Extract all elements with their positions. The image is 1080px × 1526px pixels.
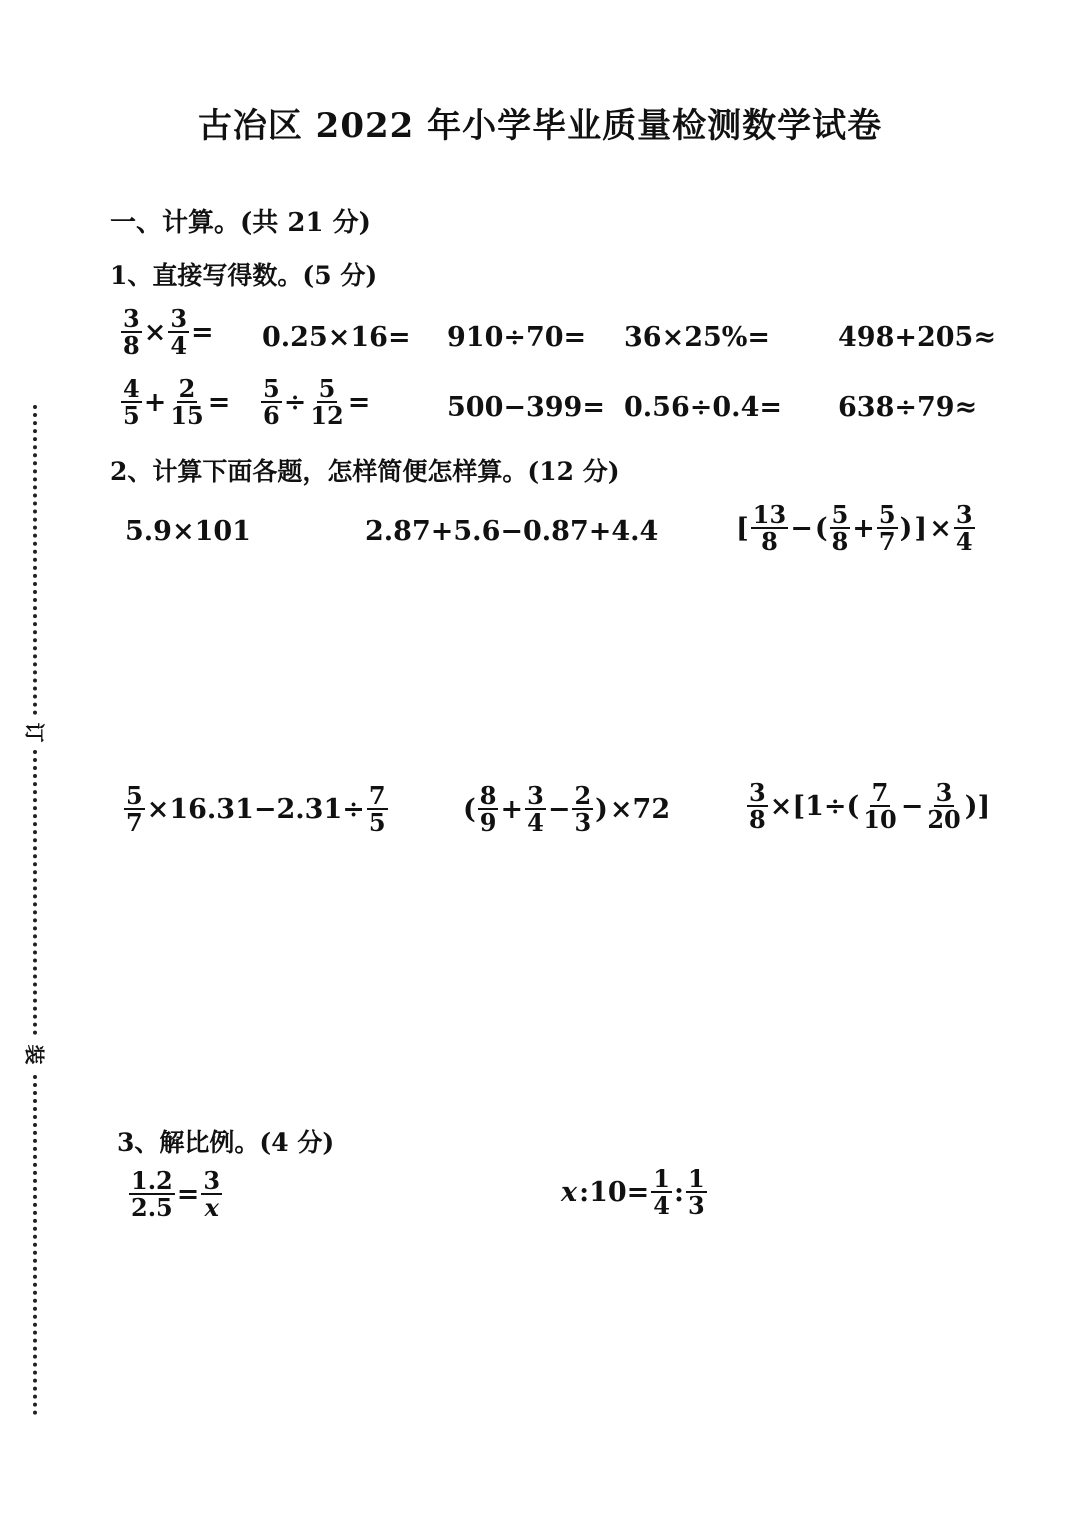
fraction: $\frac{7}{5}$ xyxy=(368,781,386,838)
q2-problem-1: 5.9×101 xyxy=(125,516,251,547)
fraction: $\frac{3}{8}$ xyxy=(749,778,766,835)
fraction: $\frac{8}{9}$ xyxy=(479,781,497,838)
fraction: $\frac{13}{8}$ xyxy=(752,500,787,557)
q2-problem-3: [ $\frac{13}{8}$ − ( $\frac{5}{8}$ + $\frac{5}{7}$ ) ] × $\frac{3}{4}$ xyxy=(736,500,973,557)
question-2-heading: 2、计算下面各题，怎样简便怎样算。(12 分) xyxy=(110,457,620,486)
binding-char-zhuang: 装 xyxy=(22,1044,47,1065)
q1-row1-item-d: 36×25%= xyxy=(624,322,771,353)
fraction: $\frac{3}{8}$ xyxy=(123,304,140,361)
binding-dotted-line-middle xyxy=(33,750,37,1035)
binding-dotted-line-bottom xyxy=(33,1075,37,1415)
fraction: $\frac{1}{3}$ xyxy=(687,1164,705,1221)
fraction: $\frac{5}{7}$ xyxy=(126,781,143,838)
q2-problem-4: $\frac{5}{7}$ ×16.31−2.31÷ $\frac{7}{5}$ xyxy=(126,781,386,838)
section-1-heading: 一、计算。(共 21 分) xyxy=(110,208,371,238)
fraction: $\frac{5}{7}$ xyxy=(878,500,896,557)
q1-row2-item-a: $\frac{4}{5}$ + $\frac{2}{15}$ = xyxy=(123,374,231,431)
q1-row1-item-c: 910÷70= xyxy=(447,322,587,353)
question-3-heading: 3、解比例。(4 分) xyxy=(117,1128,335,1157)
fraction: $\frac{5}{6}$ xyxy=(263,374,280,431)
q3-proportion-2: x :10= $\frac{1}{4}$ : $\frac{1}{3}$ xyxy=(561,1164,705,1221)
fraction: $\frac{3}{4}$ xyxy=(170,304,188,361)
binding-dotted-line-top xyxy=(33,405,37,715)
fraction: $\frac{1}{4}$ xyxy=(653,1164,670,1221)
q2-problem-2: 2.87+5.6−0.87+4.4 xyxy=(365,516,659,547)
q1-row2-item-b: $\frac{5}{6}$ ÷ $\frac{5}{12}$ = xyxy=(263,374,371,431)
question-1-heading: 1、直接写得数。(5 分) xyxy=(110,261,378,290)
fraction: $\frac{5}{8}$ xyxy=(831,500,849,557)
fraction: $\frac{5}{12}$ xyxy=(310,374,344,431)
q3-proportion-1: $\frac{1.2}{2.5}$ = $\frac{3}{x}$ xyxy=(131,1166,221,1223)
fraction: $\frac{3}{4}$ xyxy=(955,500,973,557)
fraction: $\frac{3}{4}$ xyxy=(527,781,544,838)
q1-row2-item-c: 500−399= xyxy=(447,392,605,423)
q1-row1-item-b: 0.25×16= xyxy=(262,322,411,353)
q1-row2-item-e: 638÷79≈ xyxy=(838,392,978,423)
q1-row1-item-e: 498+205≈ xyxy=(838,322,996,353)
fraction: $\frac{7}{10}$ xyxy=(863,778,897,835)
fraction: $\frac{3}{x}$ xyxy=(203,1166,221,1223)
fraction: $\frac{2}{3}$ xyxy=(574,781,592,838)
q2-problem-5: ( $\frac{8}{9}$ + $\frac{3}{4}$ − $\frac{2}{3}$ ) ×72 xyxy=(463,781,671,838)
binding-char-ding: 订 xyxy=(22,722,47,743)
q1-row2-item-d: 0.56÷0.4= xyxy=(624,392,782,423)
fraction: $\frac{2}{15}$ xyxy=(170,374,204,431)
q1-row1-item-a: $\frac{3}{8}$ × $\frac{3}{4}$ = xyxy=(123,304,214,361)
paper-title: 古冶区 2022 年小学毕业质量检测数学试卷 xyxy=(197,106,883,146)
fraction: $\frac{1.2}{2.5}$ xyxy=(131,1166,173,1223)
fraction: $\frac{4}{5}$ xyxy=(123,374,140,431)
fraction: $\frac{3}{20}$ xyxy=(927,778,961,835)
q2-problem-6: $\frac{3}{8}$ ×[1÷( $\frac{7}{10}$ − $\frac{3}{20}$ )] xyxy=(749,778,991,835)
